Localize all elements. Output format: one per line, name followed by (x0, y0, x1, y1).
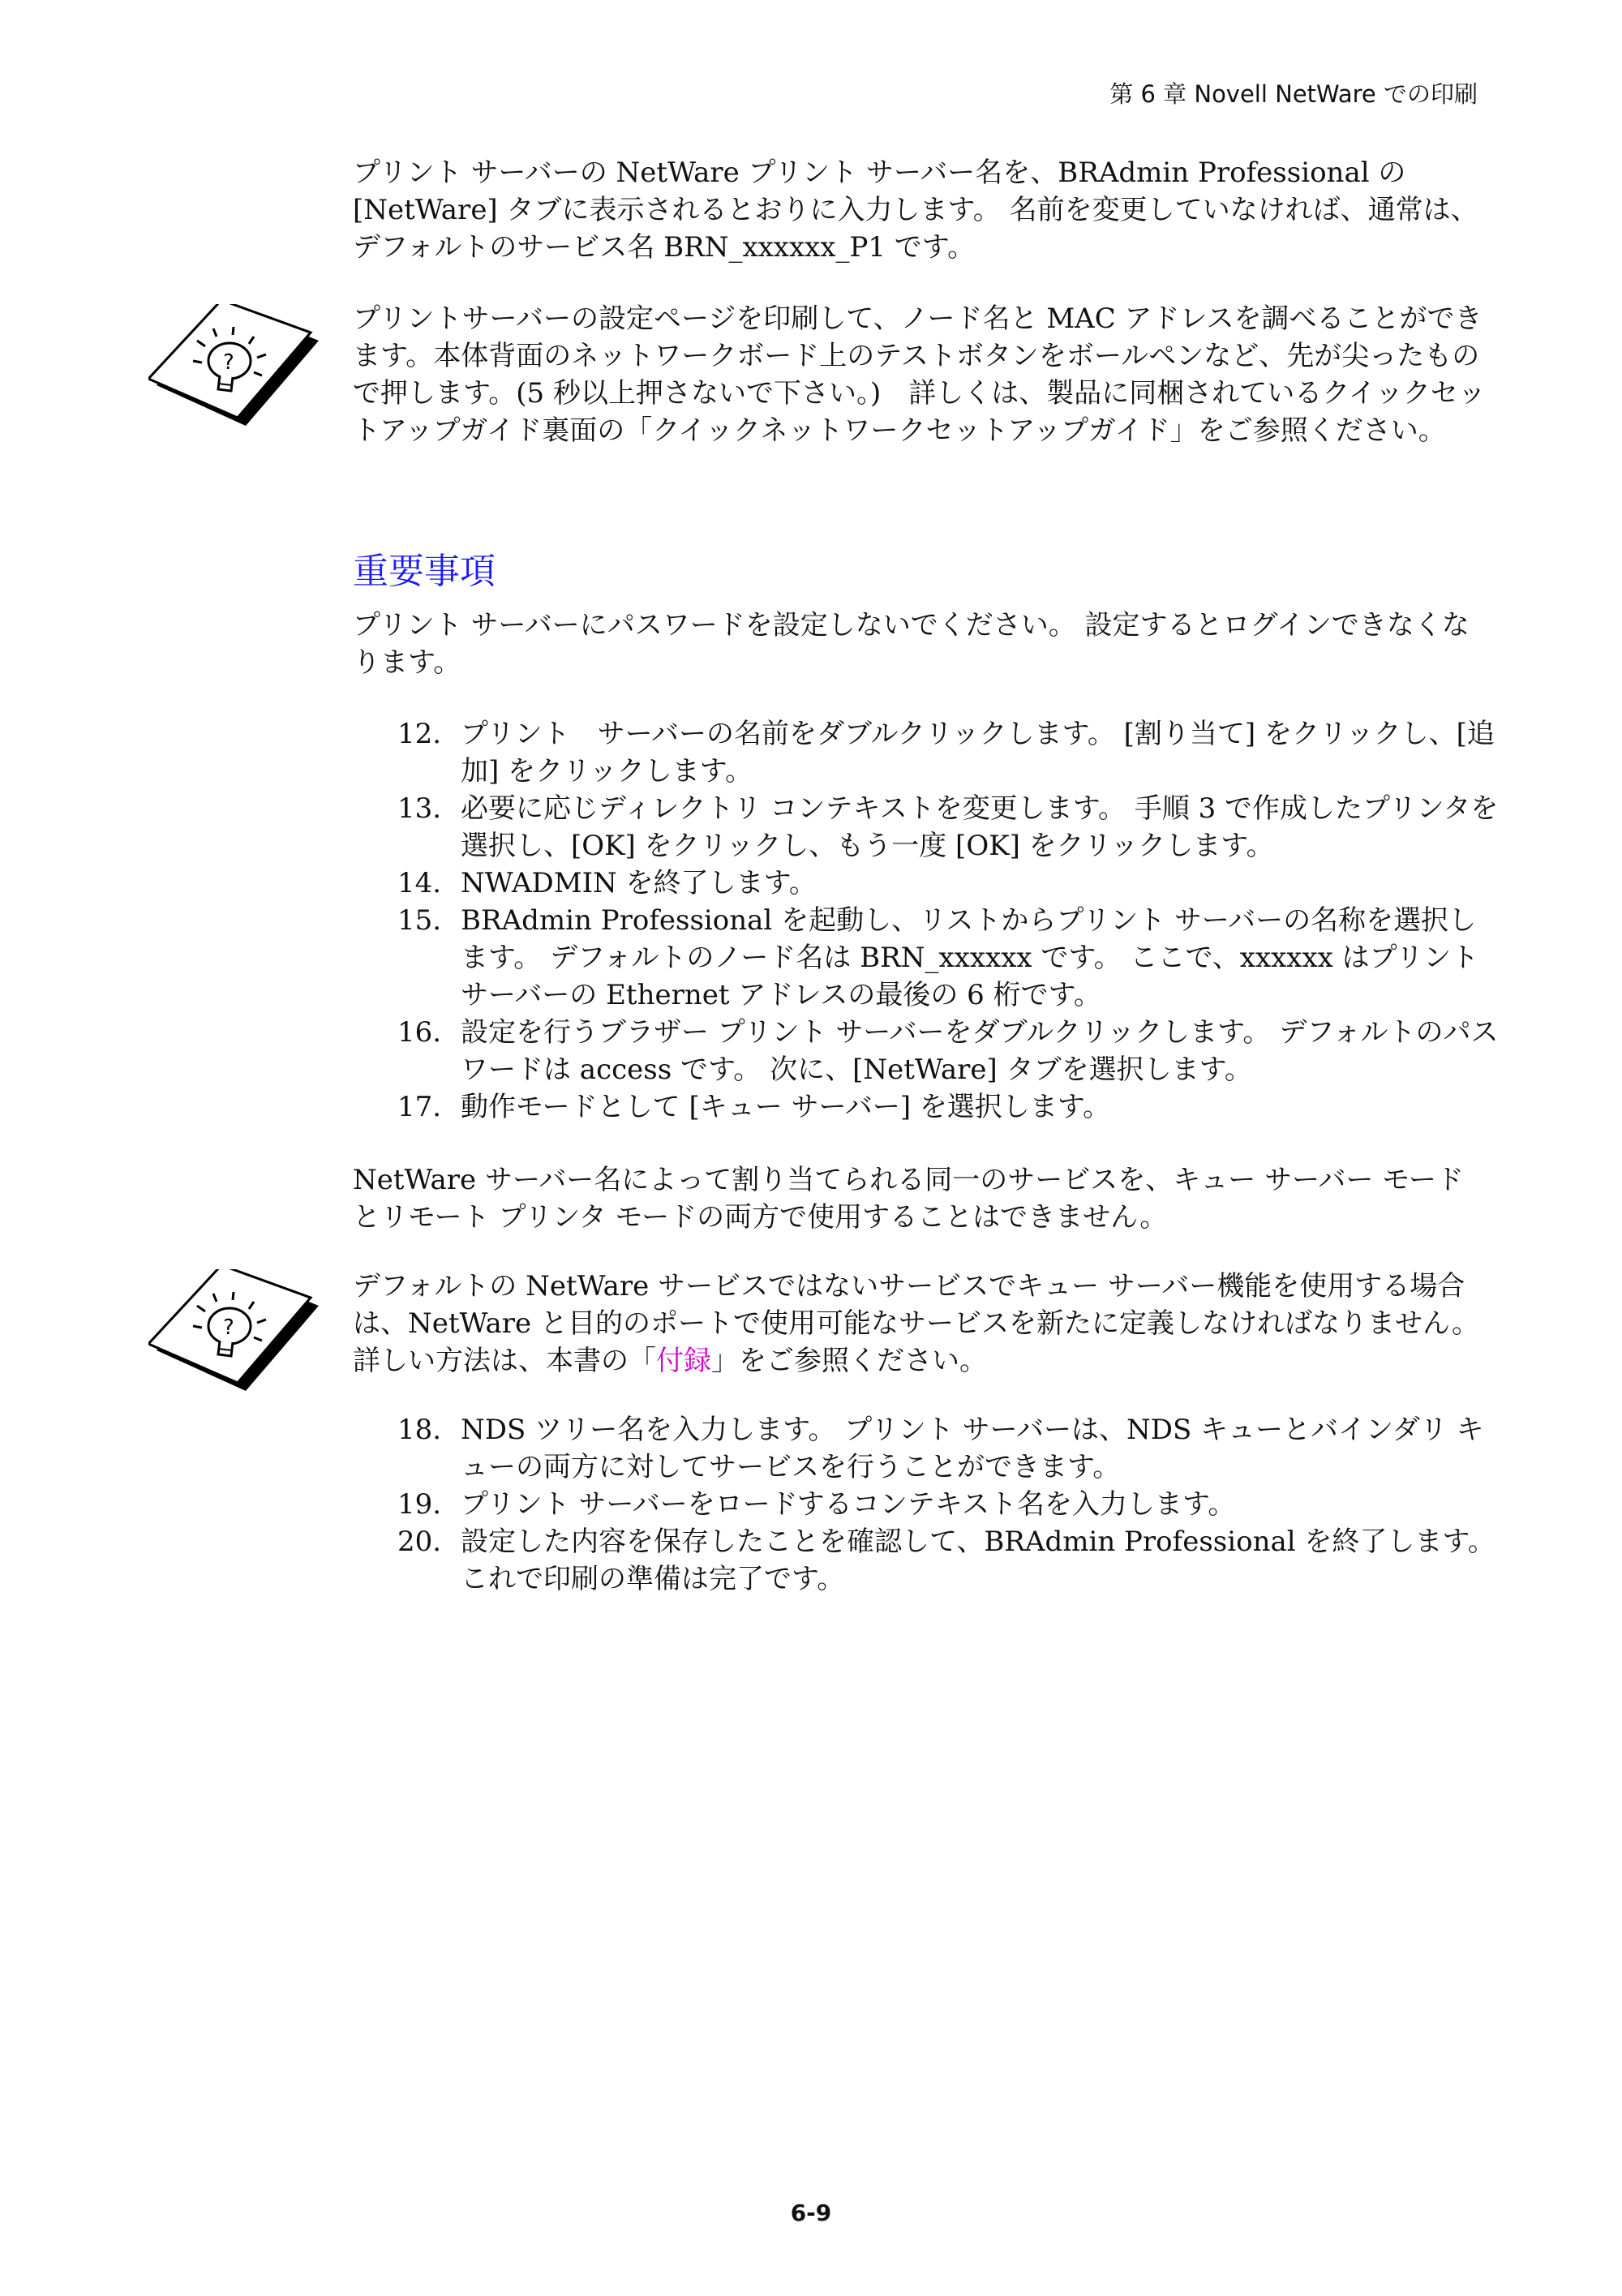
step-list-a (397, 715, 1500, 1126)
step-text: プリント サーバーをロードするコンテキスト名を入力します。 (461, 1488, 1236, 1521)
step-text: BRAdmin Professional を起動し、リストからプリント サーバーの名称を選択します。 デフォルトのノード名は BRN_xxxxxx です。 ここで、xxxxxx はプリントサーバーの Ethernet アドレスの最後の 6 桁です。 (461, 904, 1479, 1011)
appendix-link[interactable]: 付録 (656, 1345, 711, 1377)
list-item (397, 865, 1500, 902)
list-item (397, 902, 1500, 1014)
list-item (397, 1523, 1500, 1598)
step-number: 12. (397, 718, 442, 750)
list-item (397, 1411, 1500, 1486)
step-text: 設定した内容を保存したことを確認して、BRAdmin Professional を終了します。これで印刷の準備は完了です。 (461, 1526, 1495, 1595)
list-item (397, 1088, 1500, 1126)
note-paragraph-1: プリントサーバーの設定ページを印刷して、ノード名と MAC アドレスを調べることができます。本体背面のネットワークボード上のテストボタンをボールペンなど、先が尖ったもので押します。(5 秒以上押さないで下さい。) 詳しくは、製品に同梱されているクイックセットアップガイド裏面の「クイックネットワークセットアップガイド」をご参照ください。 (353, 303, 1486, 447)
step-text: 動作モードとして [キュー サーバー] を選択します。 (461, 1091, 1111, 1123)
step-list-b (397, 1411, 1500, 1598)
chapter-header: 第 6 章 Novell NetWare での印刷 (1109, 80, 1478, 108)
lightbulb-icon (148, 1269, 327, 1399)
important-paragraph: プリント サーバーにパスワードを設定しないでください。 設定するとログインできなくなります。 (353, 609, 1470, 679)
note-text-before: デフォルトの NetWare サービスではないサービスでキュー サーバー機能を使用する場合は、NetWare と目的のポートで使用可能なサービスを新たに定義しなければなりません。 詳しい方法は、本書の「 (353, 1270, 1480, 1377)
step-number: 14. (397, 867, 442, 899)
step-text: NWADMIN を終了します。 (461, 867, 817, 899)
svg-text:?: ? (223, 350, 234, 375)
step-number: 20. (397, 1526, 442, 1558)
netware-paragraph: NetWare サーバー名によって割り当てられる同一のサービスを、キュー サーバー モードとリモート プリンタ モードの両方で使用することはできません。 (353, 1164, 1464, 1234)
list-item (397, 790, 1500, 865)
step-number: 19. (397, 1488, 442, 1521)
note-text-after: 」をご参照ください。 (711, 1345, 987, 1377)
intro-paragraph: プリント サーバーの NetWare プリント サーバー名を、BRAdmin Professional の [NetWare] タブに表示されるとおりに入力します。 名前を変更していなければ、通常は、デフォルトのサービス名 BRN_xxxxxx_P1 です。 (353, 157, 1478, 264)
step-number: 13. (397, 792, 442, 825)
lightbulb-icon (148, 304, 327, 434)
step-text: プリント サーバーの名前をダブルクリックします。 [割り当て] をクリックし、[追加] をクリックします。 (461, 718, 1495, 788)
step-text: 設定を行うブラザー プリント サーバーをダブルクリックします。 デフォルトのパスワードは access です。 次に、[NetWare] タブを選択します。 (461, 1016, 1499, 1086)
step-number: 18. (397, 1414, 442, 1446)
page-number: 6-9 (790, 2199, 832, 2226)
step-text: 必要に応じディレクトリ コンテキストを変更します。 手順 3 で作成したプリンタを選択し、[OK] をクリックし、もう一度 [OK] をクリックします。 (461, 792, 1499, 862)
list-item (397, 1014, 1500, 1088)
important-heading: 重要事項 (353, 551, 496, 592)
svg-text:?: ? (223, 1315, 234, 1340)
list-item (397, 1486, 1500, 1523)
step-number: 15. (397, 904, 442, 937)
step-text: NDS ツリー名を入力します。 プリント サーバーは、NDS キューとバインダリ キューの両方に対してサービスを行うことができます。 (461, 1414, 1484, 1483)
step-number: 16. (397, 1016, 442, 1049)
step-number: 17. (397, 1091, 442, 1123)
list-item (397, 715, 1500, 790)
note-paragraph-2 (353, 1268, 1488, 1380)
